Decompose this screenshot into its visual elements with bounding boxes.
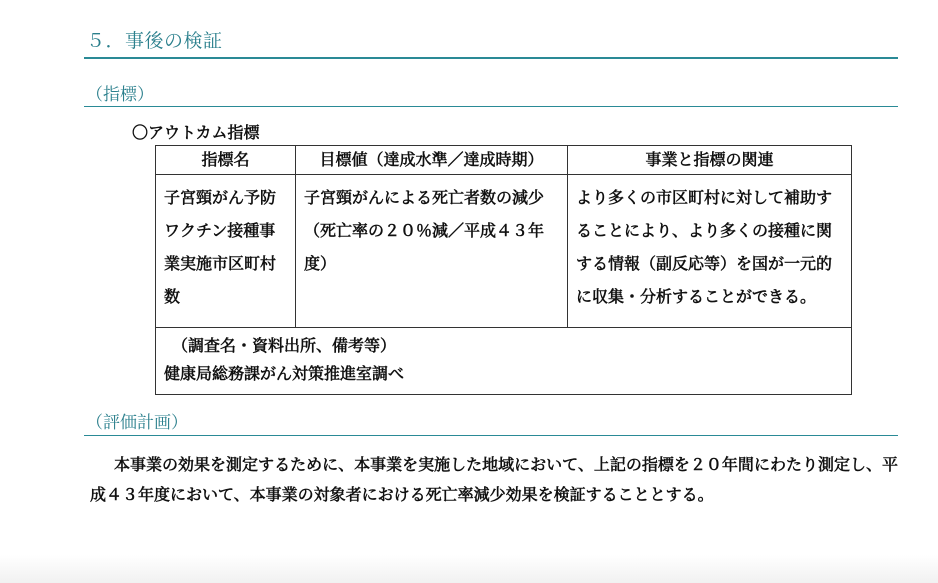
header-target-value: 目標値（達成水準／達成時期） bbox=[296, 146, 568, 175]
cell-indicator-name: 子宮頸がん予防ワクチン接種事業実施市区町村数 bbox=[156, 175, 296, 328]
section-title: ５．事後の検証 bbox=[86, 30, 223, 52]
indicator-heading-rule bbox=[84, 106, 898, 107]
evaluation-heading-rule bbox=[84, 435, 898, 436]
header-indicator-name: 指標名 bbox=[156, 146, 296, 175]
table-header-row bbox=[156, 146, 852, 175]
outcome-indicator-title: 〇アウトカム指標 bbox=[132, 123, 260, 142]
evaluation-paragraph: 本事業の効果を測定するために、本事業を実施した地域において、上記の指標を２０年間にわたり測定し、平成４３年度において、本事業の対象者における死亡率減少効果を検証することとする。 bbox=[90, 455, 898, 504]
evaluation-heading: （評価計画） bbox=[86, 413, 188, 433]
cell-relation: より多くの市区町村に対して補助することにより、より多くの接種に関する情報（副反応等）を国が一元的に収集・分析することができる。 bbox=[568, 175, 852, 328]
page-bottom-shade bbox=[0, 555, 938, 583]
note-value: 健康局総務課がん対策推進室調べ bbox=[164, 364, 405, 383]
note-cell bbox=[156, 328, 852, 395]
indicator-table bbox=[155, 145, 852, 395]
header-relation: 事業と指標の関連 bbox=[568, 146, 852, 175]
indicator-heading: （指標） bbox=[86, 85, 154, 105]
note-label: （調査名・資料出所、備考等） bbox=[172, 336, 397, 355]
section-title-rule bbox=[84, 57, 898, 59]
cell-target-value: 子宮頸がんによる死亡者数の減少（死亡率の２０％減／平成４３年度） bbox=[296, 175, 568, 328]
table-row bbox=[156, 175, 852, 328]
table-note-row bbox=[156, 328, 852, 395]
